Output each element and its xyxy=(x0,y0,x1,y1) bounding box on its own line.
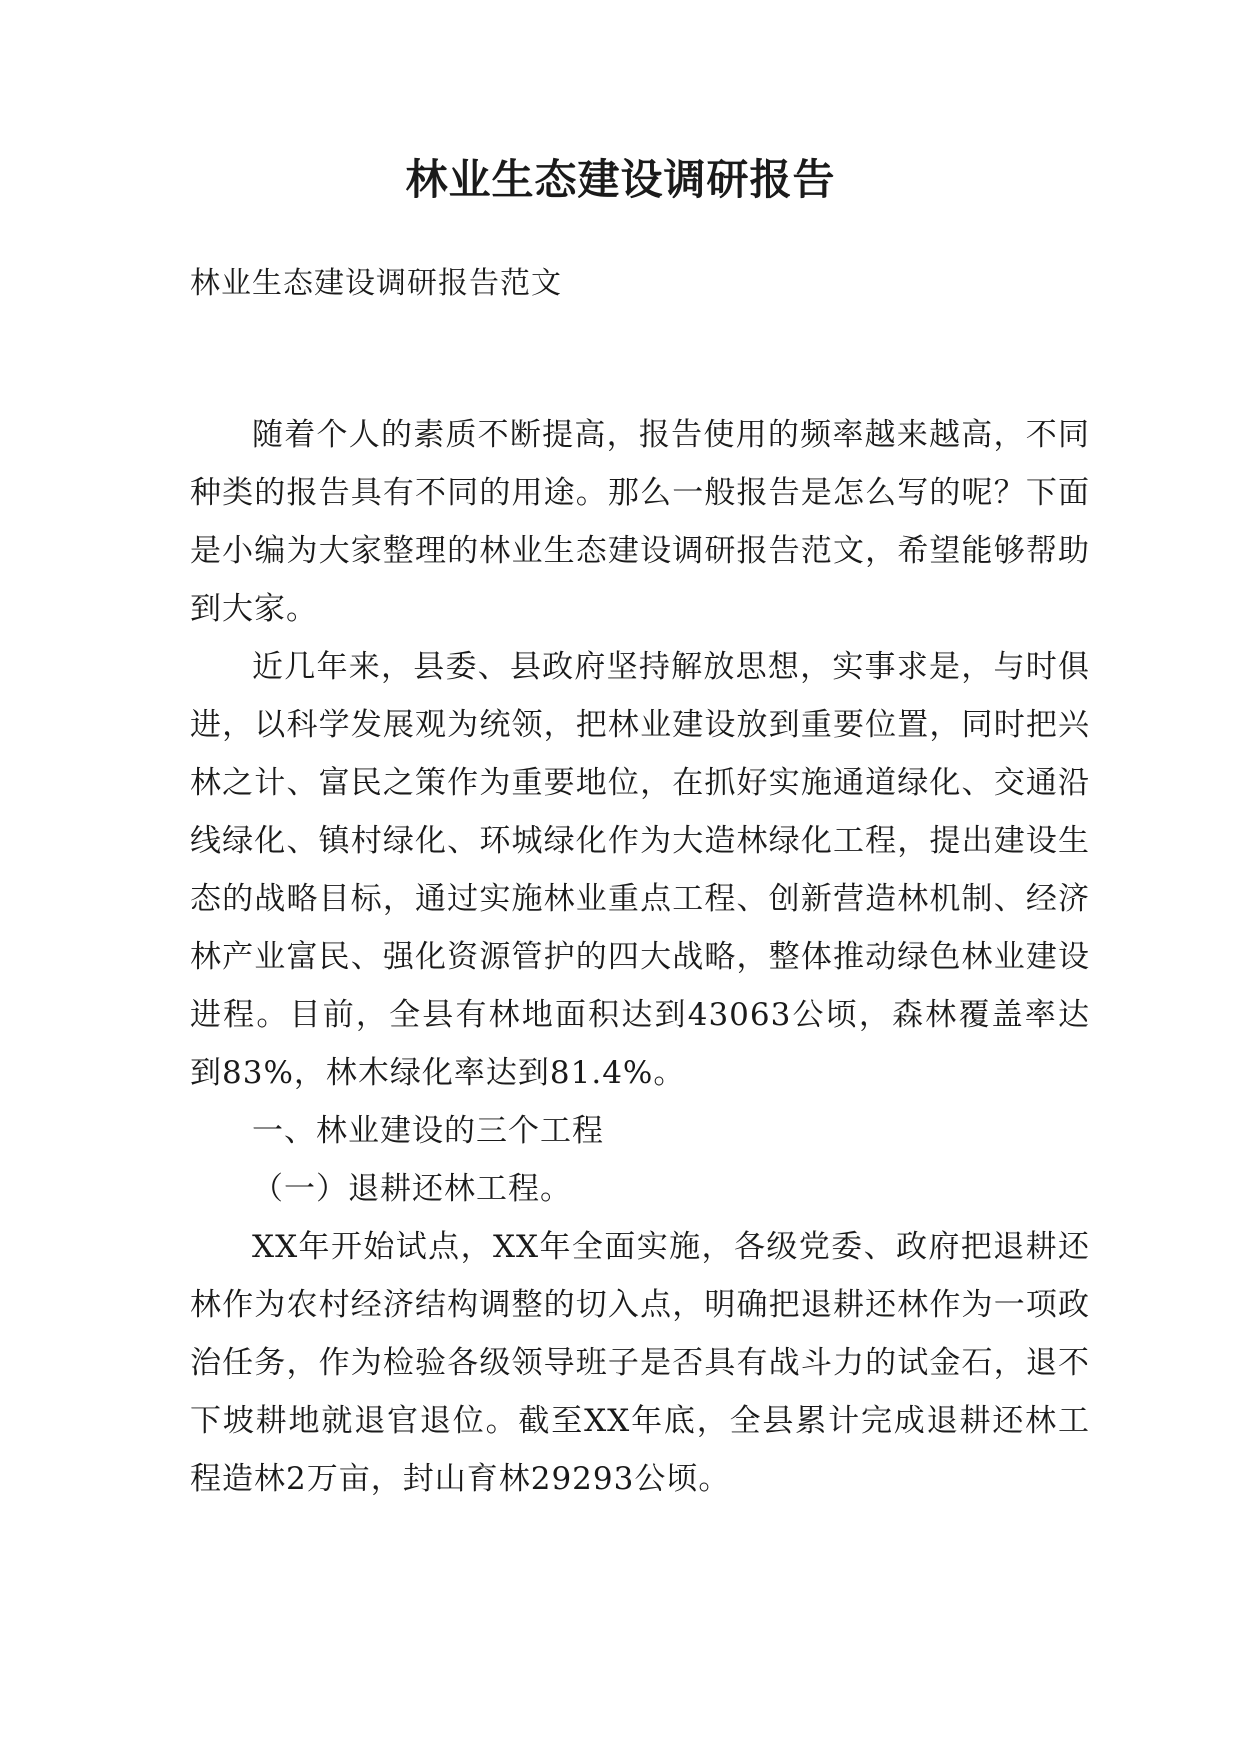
paragraph-grain-for-green: XX年开始试点，XX年全面实施，各级党委、政府把退耕还林作为农村经济结构调整的切入点，明确把退耕还林作为一项政治任务，作为检验各级领导班子是否具有战斗力的试金石，退不下坡耕地就退官退位。截至XX年底，全县累计完成退耕还林工程造林2万亩，封山育林29293公顷。 xyxy=(190,1229,1090,1497)
paragraph-overview: 近几年来，县委、县政府坚持解放思想，实事求是，与时俱进，以科学发展观为统领，把林业建设放到重要位置，同时把兴林之计、富民之策作为重要地位，在抓好实施通道绿化、交通沿线绿化、镇村绿化、环城绿化作为大造林绿化工程，提出建设生态的战略目标，通过实施林业重点工程、创新营造林机制、经济林产业富民、强化资源管护的四大战略，整体推动绿色林业建设进程。目前，全县有林地面积达到43063公顷，森林覆盖率达到83%，林木绿化率达到81.4%。 xyxy=(190,649,1090,1091)
paragraph-intro: 随着个人的素质不断提高，报告使用的频率越来越高，不同种类的报告具有不同的用途。那么一般报告是怎么写的呢？下面是小编为大家整理的林业生态建设调研报告范文，希望能够帮助到大家。 xyxy=(190,417,1090,627)
document-subtitle: 林业生态建设调研报告范文 xyxy=(190,266,562,301)
document-body xyxy=(190,406,1090,1508)
section-heading-three-projects: 一、林业建设的三个工程 xyxy=(252,1113,604,1149)
subsection-heading-grain-for-green: （一）退耕还林工程。 xyxy=(252,1171,572,1207)
document-title: 林业生态建设调研报告 xyxy=(405,155,836,204)
